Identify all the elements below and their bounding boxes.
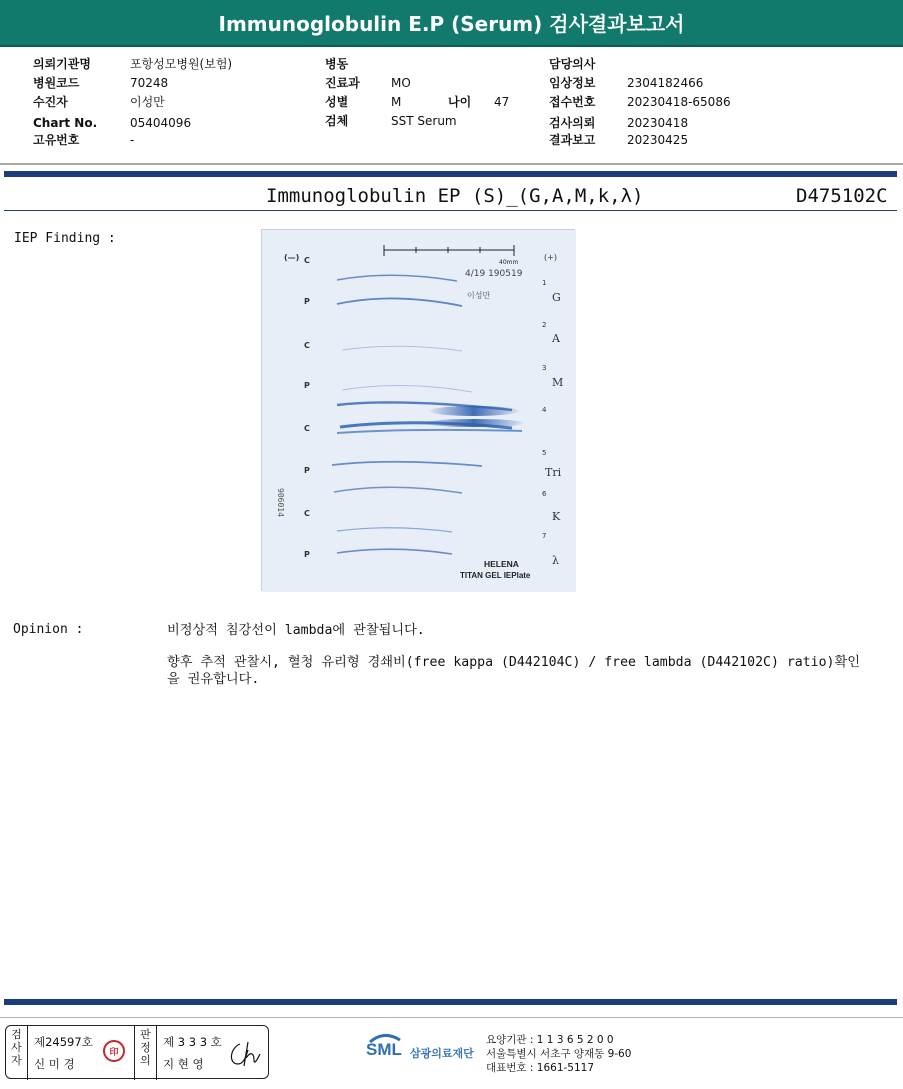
tester-license: 제24597호 bbox=[34, 1035, 93, 1049]
info-value: 05404096 bbox=[130, 116, 192, 130]
age-label: 나이 bbox=[448, 95, 472, 109]
doctor-name: 지 현 영 bbox=[163, 1057, 204, 1071]
info-value: 2304182466 bbox=[627, 76, 704, 90]
info-label: 병원코드 bbox=[33, 76, 80, 90]
gel-scale-label: 40mm bbox=[499, 259, 519, 266]
gel-lane-number: 7 bbox=[542, 532, 547, 540]
gel-right-label: G bbox=[552, 291, 561, 304]
doctor-label-text: 판정의 bbox=[140, 1028, 151, 1067]
info-label: 결과보고 bbox=[549, 133, 596, 147]
info-label: 진료과 bbox=[325, 76, 360, 90]
iep-finding-label: IEP Finding : bbox=[14, 231, 116, 246]
info-label: Chart No. bbox=[33, 116, 98, 130]
opinion-label: Opinion : bbox=[13, 622, 84, 637]
info-label: 병동 bbox=[325, 57, 349, 71]
opinion-line-2: 향후 추적 관찰시, 혈청 유리형 경쇄비(free kappa (D442104C) / free lambda (D442102C) ratio)확인을 권유합니다. bbox=[167, 655, 860, 687]
section-rule bbox=[4, 999, 897, 1005]
gel-right-label: (+) bbox=[544, 253, 557, 262]
gel-left-label: P bbox=[304, 550, 310, 559]
seal-stamp-icon: 印 bbox=[103, 1040, 125, 1062]
opinion-line-1: 비정상적 침강선이 lambda에 관찰됩니다. bbox=[167, 623, 425, 638]
info-value: MO bbox=[391, 76, 411, 90]
iep-gel-image bbox=[261, 229, 575, 591]
info-label: 검사의뢰 bbox=[549, 116, 596, 130]
info-value: 20230418-65086 bbox=[627, 95, 731, 109]
gel-lane-number: 1 bbox=[542, 279, 547, 287]
gel-sample-info: 4/19 190519 bbox=[465, 269, 523, 279]
gel-handwritten-name: 이성만 bbox=[467, 291, 491, 300]
gel-left-label: P bbox=[304, 381, 310, 390]
info-value: 70248 bbox=[130, 76, 169, 90]
divider bbox=[0, 1017, 903, 1018]
gel-brand-2: TITAN GEL IEPlate bbox=[460, 571, 531, 580]
org-name: 삼광의료재단 bbox=[410, 1047, 474, 1060]
doctor-label bbox=[135, 1026, 157, 1080]
info-label: 검체 bbox=[325, 114, 349, 128]
gel-lane-number: 2 bbox=[542, 321, 547, 329]
report-title-bar bbox=[0, 0, 903, 47]
test-title: Immunoglobulin EP (S)_(G,A,M,k,λ) bbox=[266, 185, 644, 207]
info-value: 20230425 bbox=[627, 133, 689, 147]
signature-box bbox=[5, 1025, 269, 1079]
info-value: 포항성모병원(보험) bbox=[130, 57, 233, 71]
info-label: 임상정보 bbox=[549, 76, 596, 90]
gel-lane-number: 4 bbox=[542, 406, 547, 414]
gel-right-label: K bbox=[552, 510, 561, 523]
info-value: 이성만 bbox=[130, 95, 165, 109]
gel-left-label: C bbox=[304, 256, 310, 265]
info-label: 성별 bbox=[325, 95, 349, 109]
gel-lane-number: 3 bbox=[542, 364, 547, 372]
gel-left-label: C bbox=[304, 509, 310, 518]
info-label: 담당의사 bbox=[549, 57, 596, 71]
gel-side-code: 906014 bbox=[276, 488, 285, 517]
gel-right-label: A bbox=[552, 332, 560, 345]
gel-right-label: M bbox=[552, 376, 564, 389]
info-label: 의뢰기관명 bbox=[33, 57, 91, 71]
tester-name: 신 미 경 bbox=[34, 1057, 75, 1071]
logo-text: SML bbox=[366, 1040, 402, 1059]
doctor-license: 제 3 3 3 호 bbox=[163, 1035, 222, 1049]
signature-icon bbox=[226, 1038, 262, 1070]
gel-left-label: C bbox=[304, 341, 310, 350]
info-value: 20230418 bbox=[627, 116, 689, 130]
org-code: 요양기관 : 1 1 3 6 5 2 0 0 bbox=[486, 1034, 614, 1046]
gel-drawing bbox=[262, 230, 576, 592]
age-value: 47 bbox=[494, 95, 510, 109]
info-label: 접수번호 bbox=[549, 95, 596, 109]
org-phone: 대표번호 : 1661-5117 bbox=[486, 1062, 595, 1074]
info-label: 수진자 bbox=[33, 95, 68, 109]
gel-lane-number: 5 bbox=[542, 449, 547, 457]
section-rule bbox=[4, 171, 897, 177]
org-contact bbox=[486, 1033, 631, 1075]
tester-label-text: 검사자 bbox=[11, 1028, 22, 1067]
gel-brand-1: HELENA bbox=[484, 559, 519, 569]
gel-lane-number: 6 bbox=[542, 490, 547, 498]
gel-left-label: (—) bbox=[284, 253, 300, 262]
lambda-band bbox=[424, 419, 524, 427]
divider bbox=[4, 210, 897, 211]
test-code: D475102C bbox=[796, 185, 888, 207]
info-value: - bbox=[130, 133, 135, 147]
lambda-band bbox=[429, 406, 519, 416]
info-value: SST Serum bbox=[391, 114, 457, 128]
info-value: M bbox=[391, 95, 402, 109]
org-address: 서울특별시 서초구 양재동 9-60 bbox=[486, 1048, 632, 1060]
gel-right-label: λ bbox=[552, 554, 559, 567]
gel-left-label: C bbox=[304, 424, 310, 433]
gel-left-label: P bbox=[304, 297, 310, 306]
tester-label bbox=[6, 1026, 28, 1080]
report-title: Immunoglobulin E.P (Serum) 검사결과보고서 bbox=[218, 12, 685, 36]
gel-right-label: Tri bbox=[545, 466, 562, 479]
gel-left-label: P bbox=[304, 466, 310, 475]
info-label: 고유번호 bbox=[33, 133, 80, 147]
divider bbox=[0, 163, 903, 165]
